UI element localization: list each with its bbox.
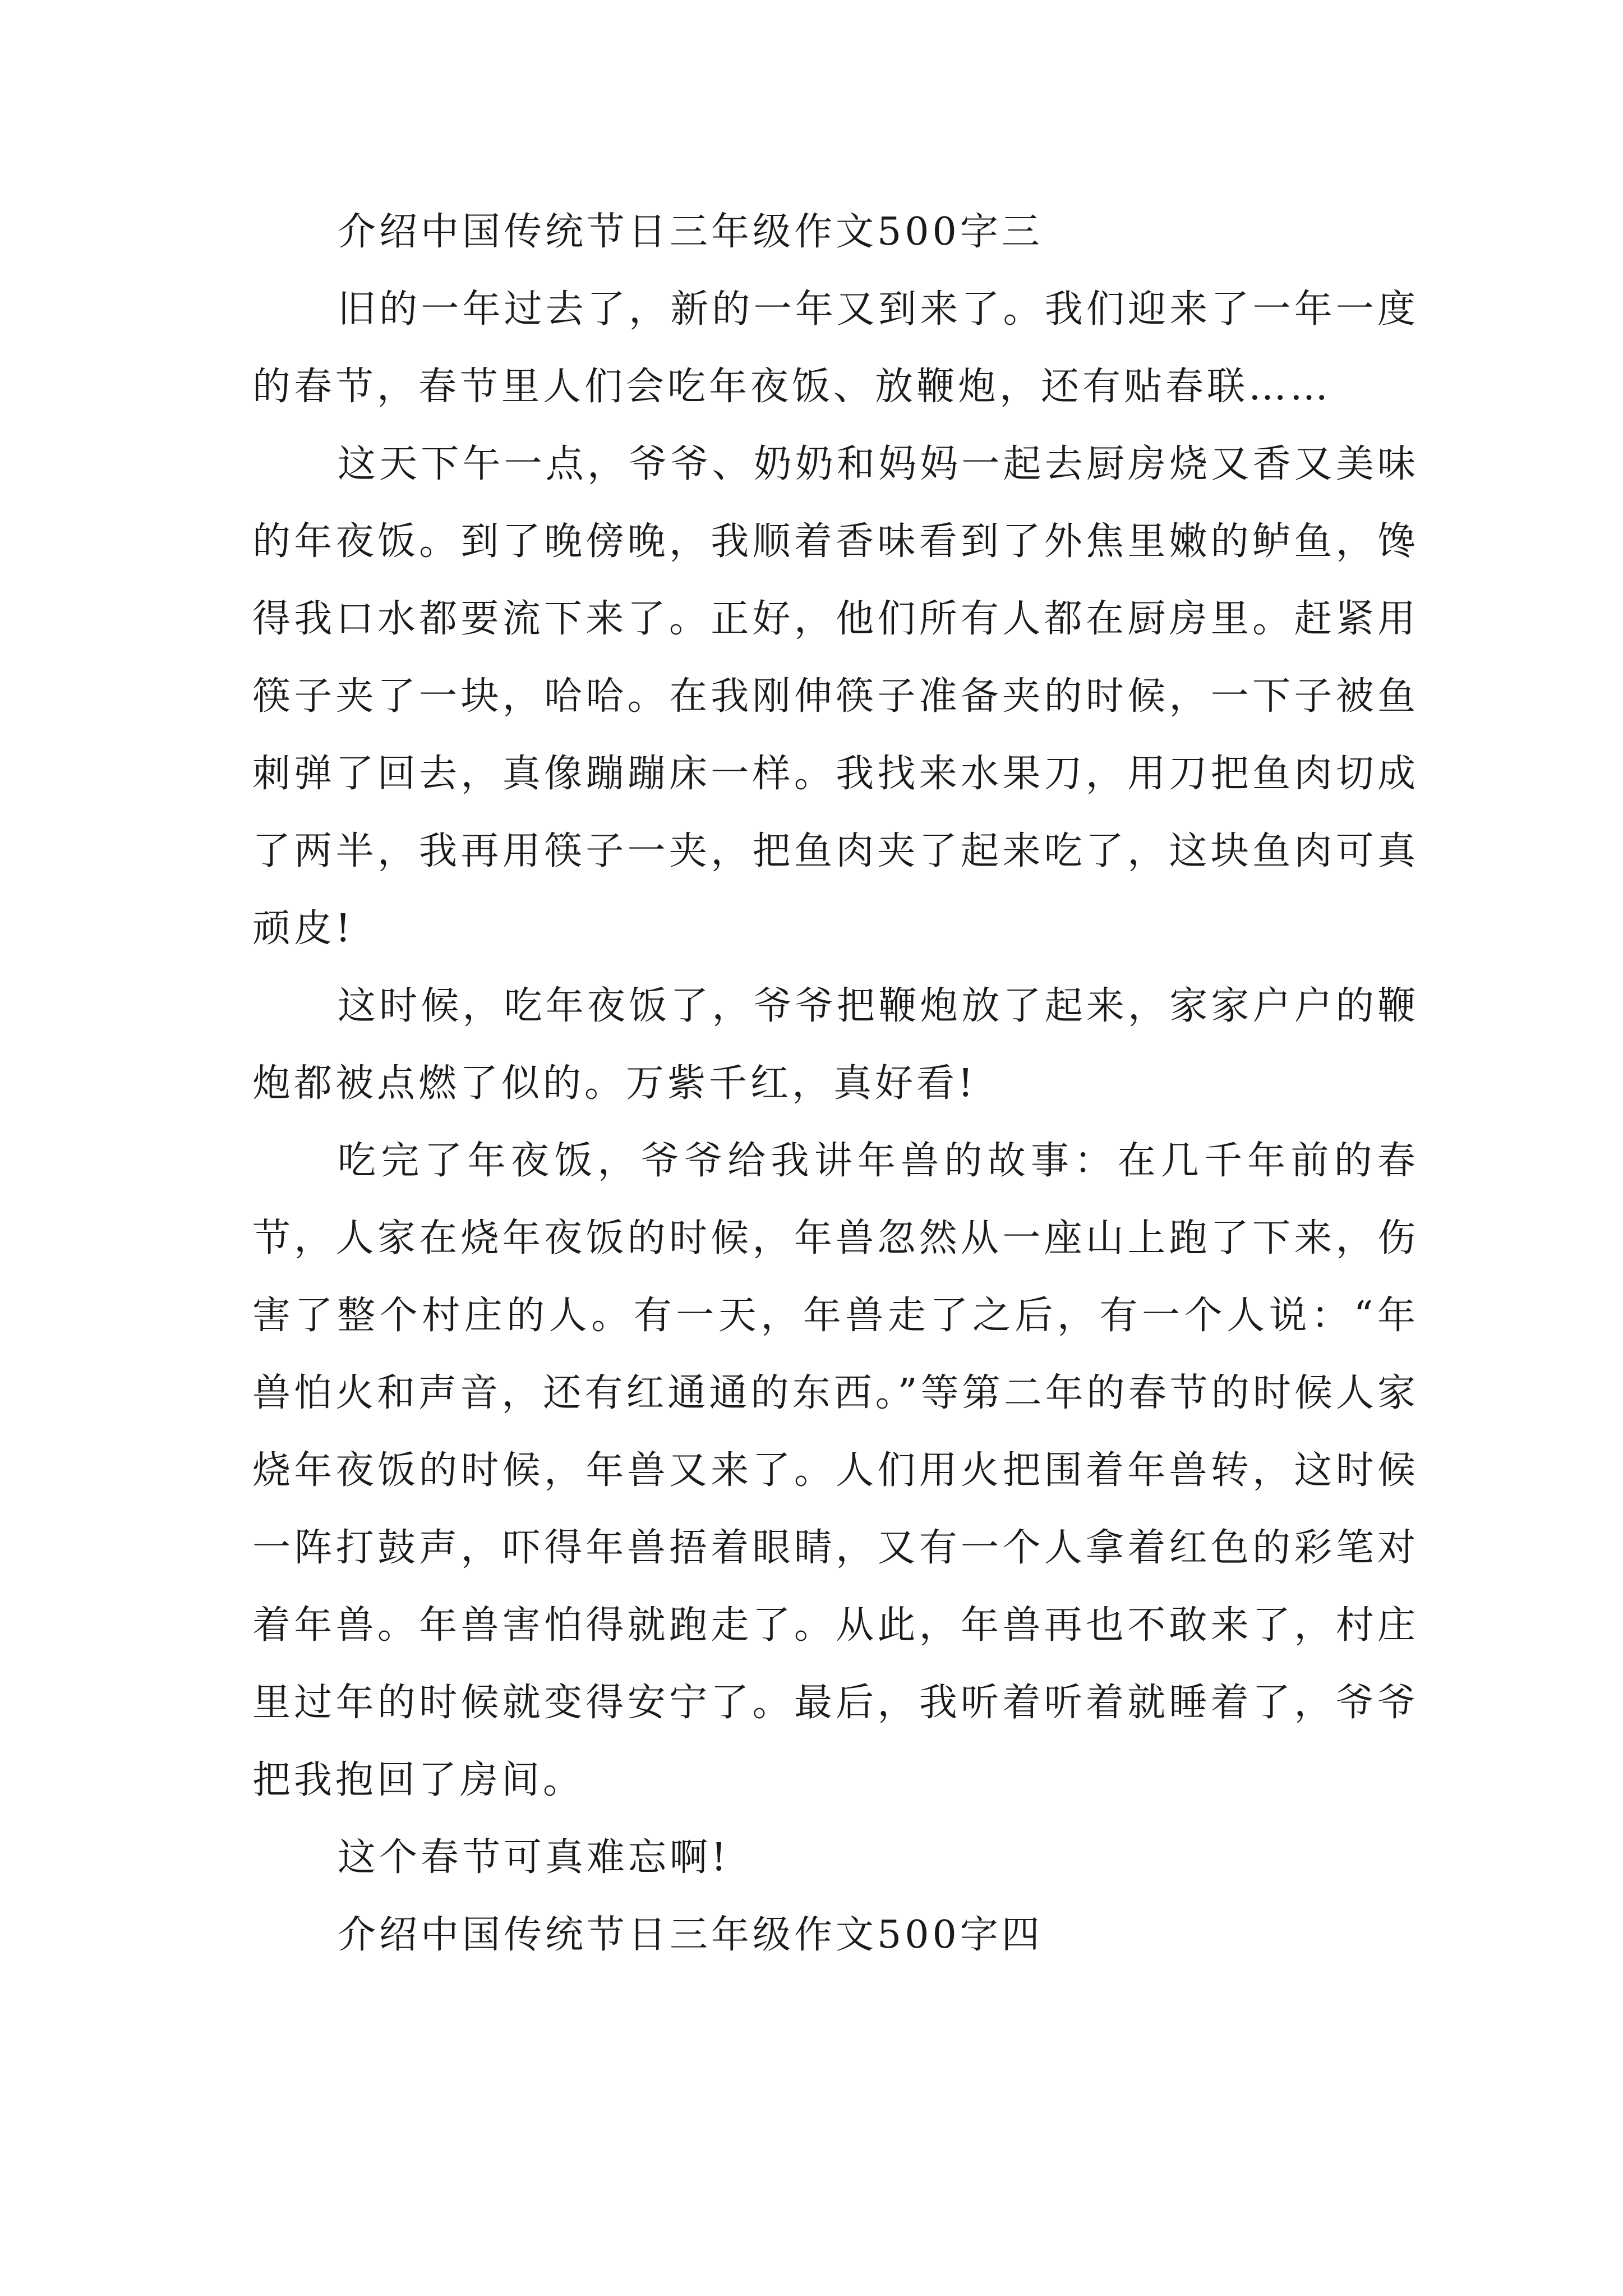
essay-title-four: 介绍中国传统节日三年级作文500字四 [338, 1913, 1043, 1957]
paragraph-conclusion: 这个春节可真难忘啊! [338, 1835, 730, 1880]
paragraph-fish: 这天下午一点，爷爷、奶奶和妈妈一起去厨房烧又香又美味的年夜饭。到了晚傍晚，我顺着香味看到了外焦里嫩的鲈鱼，馋得我口水都要流下来了。正好，他们所有人都在厨房里。赶紧用筷子夹了一块，哈哈。在我刚伸筷子准备夹的时候，一下子被鱼刺弹了回去，真像蹦蹦床一样。我找来水果刀，用刀把鱼肉切成了两半，我再用筷子一夹，把鱼肉夹了起来吃了，这块鱼肉可真顽皮! [252, 442, 1419, 951]
paragraph-nian-story: 吃完了年夜饭，爷爷给我讲年兽的故事：在几千年前的春节，人家在烧年夜饭的时候，年兽忽然从一座山上跑了下来，伤害了整个村庄的人。有一天，年兽走了之后，有一个人说：“年兽怕火和声音，还有红通通的东西。”等第二年的春节的时候人家烧年夜饭的时候，年兽又来了。人们用火把围着年兽转，这时候一阵打鼓声，吓得年兽捂着眼睛，又有一个人拿着红色的彩笔对着年兽。年兽害怕得就跑走了。从此，年兽再也不敢来了，村庄里过年的时候就变得安宁了。最后，我听着听着就睡着了，爷爷把我抱回了房间。 [252, 1139, 1419, 1802]
paragraph-firecrackers: 这时候，吃年夜饭了，爷爷把鞭炮放了起来，家家户户的鞭炮都被点燃了似的。万紫千红，真好看! [252, 984, 1419, 1106]
essay-title-three: 介绍中国传统节日三年级作文500字三 [338, 210, 1043, 254]
paragraph-intro: 旧的一年过去了，新的一年又到来了。我们迎来了一年一度的春节，春节里人们会吃年夜饭、放鞭炮，还有贴春联…… [252, 287, 1419, 409]
document-body [252, 194, 1419, 1974]
